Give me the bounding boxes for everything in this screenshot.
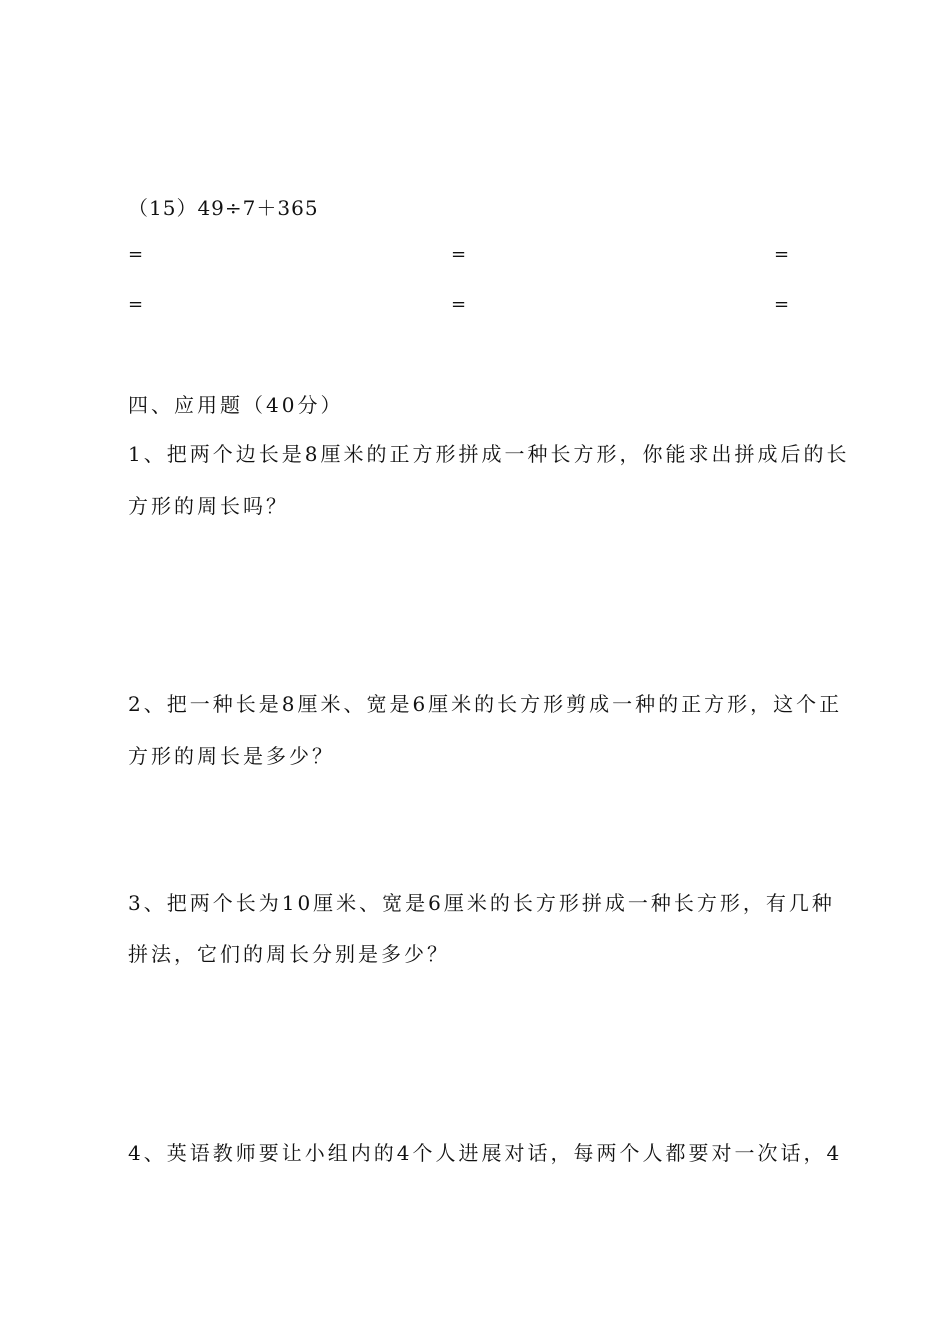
equals-sign: = xyxy=(128,244,144,265)
equals-sign: = xyxy=(451,294,467,315)
equals-sign: = xyxy=(451,244,467,265)
question-1-line-1: 1、把两个边长是8厘米的正方形拼成一种长方形，你能求出拼成后的长 xyxy=(128,442,850,466)
equals-sign: = xyxy=(774,244,790,265)
section-title: 四、应用题（40分） xyxy=(128,393,344,417)
equals-sign: = xyxy=(774,294,790,315)
question-3-line-1: 3、把两个长为10厘米、宽是6厘米的长方形拼成一种长方形，有几种 xyxy=(128,891,835,915)
equals-sign: = xyxy=(128,294,144,315)
question-2-line-1: 2、把一种长是8厘米、宽是6厘米的长方形剪成一种的正方形，这个正 xyxy=(128,692,843,716)
question-2-line-2: 方形的周长是多少？ xyxy=(128,744,335,768)
question-3-line-2: 拼法，它们的周长分别是多少？ xyxy=(128,942,450,966)
question-4-line-1: 4、英语教师要让小组内的4个人进展对话，每两个人都要对一次话，4 xyxy=(128,1141,843,1165)
question-1-line-2: 方形的周长吗？ xyxy=(128,494,289,518)
expression-15: （15）49÷7＋365 xyxy=(128,196,319,220)
